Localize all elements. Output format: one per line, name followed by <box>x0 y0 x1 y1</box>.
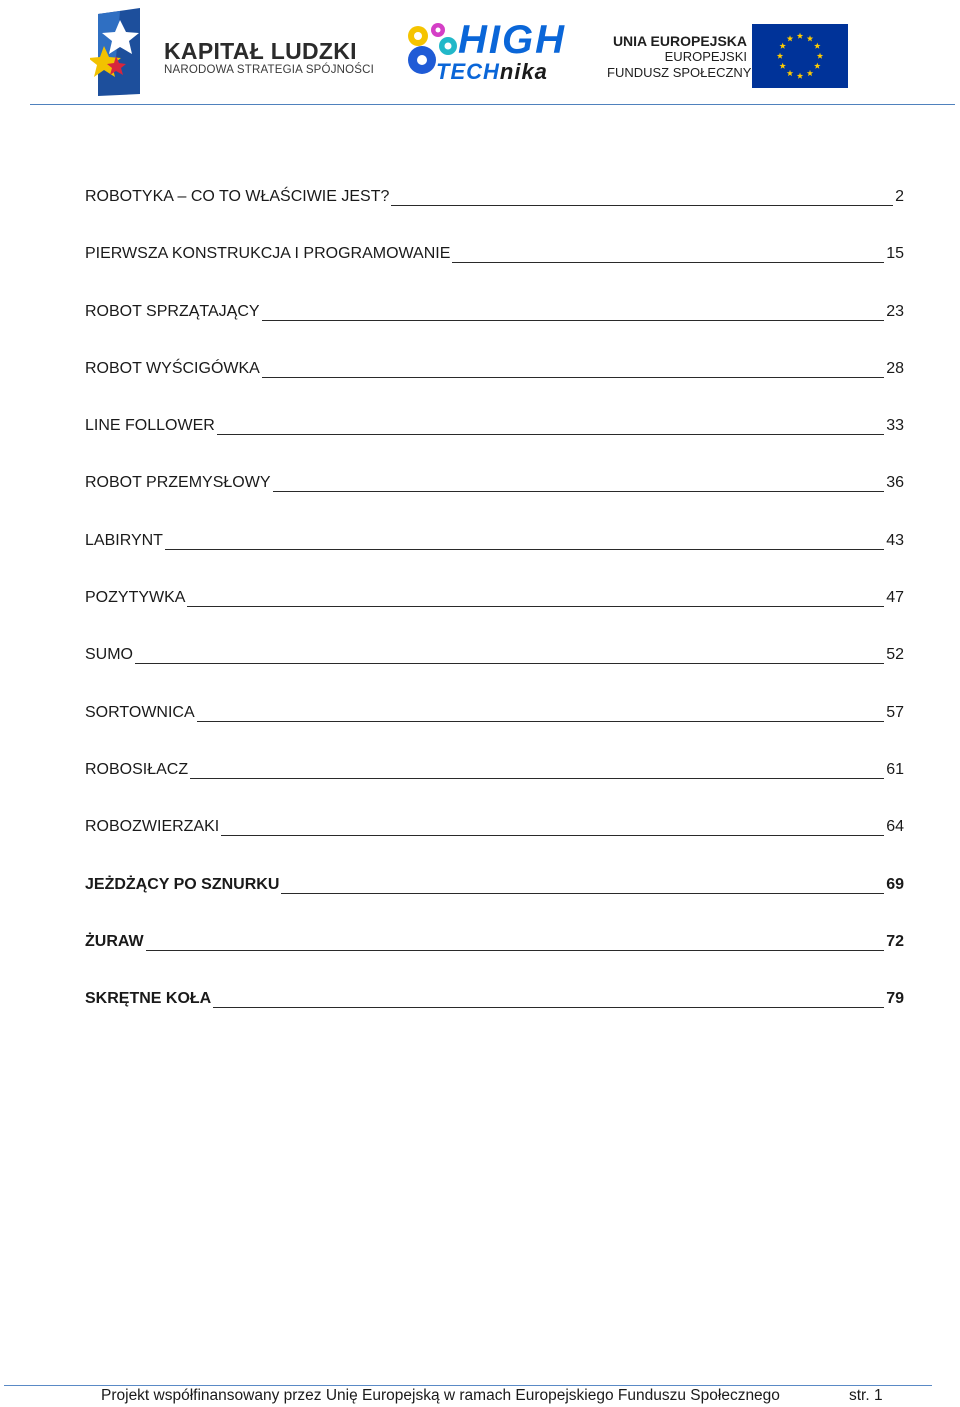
toc-entry-leader <box>85 634 904 664</box>
hightechnika-logo <box>400 18 580 86</box>
toc-entry-leader <box>85 692 904 722</box>
toc-item[interactable] <box>85 520 904 577</box>
eu-star-icon <box>797 73 803 79</box>
toc-item[interactable] <box>85 978 904 1035</box>
toc-entry-title: ROBOZWIERZAKI <box>85 818 220 836</box>
toc-entry-leader <box>85 520 904 550</box>
eu-line-2: EUROPEJSKI <box>664 49 747 64</box>
toc-entry-title: PIERWSZA KONSTRUKCJA I PROGRAMOWANIE <box>85 245 451 263</box>
eu-star-icon <box>787 70 793 76</box>
toc-entry-title: ROBOT WYŚCIGÓWKA <box>85 359 260 377</box>
toc-entry-page: 23 <box>886 302 904 320</box>
toc-entry-title: SUMO <box>85 646 133 664</box>
kapital-ludzki-logo <box>90 8 375 98</box>
toc-item[interactable] <box>85 348 904 405</box>
eu-star-icon <box>807 35 813 41</box>
toc-entry-leader <box>85 749 904 779</box>
toc-entry-leader <box>85 405 904 435</box>
toc-entry-page: 57 <box>886 703 904 721</box>
toc-entry-leader <box>85 978 904 1008</box>
eu-star-icon <box>817 53 823 59</box>
eu-star-icon <box>779 63 785 69</box>
eu-flag-icon <box>752 24 848 88</box>
eu-star-icon <box>779 43 785 49</box>
toc-entry-page: 47 <box>886 589 904 607</box>
toc-item[interactable] <box>85 634 904 691</box>
toc-item[interactable] <box>85 806 904 863</box>
hightechnika-nika-part: nika <box>499 59 548 84</box>
toc-entry-title: LINE FOLLOWER <box>85 417 215 435</box>
toc-item[interactable] <box>85 921 904 978</box>
kapital-ludzki-subtitle: NARODOWA STRATEGIA SPÓJNOŚCI <box>164 64 375 76</box>
toc-entry-page: 43 <box>886 531 904 549</box>
toc-entry-title: SKRĘTNE KOŁA <box>85 990 212 1008</box>
toc-entry-title: ROBOSIŁACZ <box>85 760 189 778</box>
toc-entry-title: SORTOWNICA <box>85 703 195 721</box>
eu-line-3: FUNDUSZ SPOŁECZNY <box>607 65 752 80</box>
toc-entry-page: 64 <box>886 818 904 836</box>
kapital-ludzki-title: KAPITAŁ LUDZKI <box>164 38 357 64</box>
toc-entry-title: ROBOT PRZEMYSŁOWY <box>85 474 271 492</box>
footer-page-number: str. 1 <box>849 1387 883 1404</box>
toc-entry-title: LABIRYNT <box>85 531 163 549</box>
eu-star-icon <box>797 33 803 39</box>
toc-entry-page: 79 <box>886 990 904 1008</box>
toc-entry-title: ROBOT SPRZĄTAJĄCY <box>85 302 260 320</box>
toc-entry-leader <box>85 462 904 492</box>
footer-funding-note: Projekt współfinansowany przez Unię Europejską w ramach Europejskiego Funduszu Społecznego <box>101 1387 780 1404</box>
footer-divider <box>4 1385 932 1386</box>
toc-entry-leader <box>85 864 904 894</box>
toc-entry-page: 52 <box>886 646 904 664</box>
toc-item[interactable] <box>85 749 904 806</box>
toc-entry-page: 2 <box>895 188 904 205</box>
page-header <box>0 0 960 108</box>
toc-entry-title: ROBOTYKA – CO TO WŁAŚCIWIE JEST? <box>85 188 390 205</box>
toc-item[interactable] <box>85 233 904 290</box>
toc-entry-leader <box>85 348 904 378</box>
toc-item[interactable] <box>85 462 904 519</box>
table-of-contents <box>85 176 904 1035</box>
toc-item[interactable] <box>85 864 904 921</box>
hightechnika-tech-part: TECH <box>436 59 500 84</box>
eu-star-icon <box>807 70 813 76</box>
toc-entry-title: POZYTYWKA <box>85 589 186 607</box>
toc-entry-leader <box>85 233 904 263</box>
toc-entry-page: 33 <box>886 417 904 435</box>
toc-item[interactable] <box>85 291 904 348</box>
toc-item[interactable] <box>85 577 904 634</box>
toc-item[interactable] <box>85 176 904 233</box>
toc-entry-page: 72 <box>886 932 904 950</box>
header-divider <box>30 104 955 105</box>
kapital-ludzki-emblem-icon <box>90 8 142 96</box>
eu-star-icon <box>777 53 783 59</box>
toc-entry-page: 69 <box>886 875 904 893</box>
toc-entry-leader <box>85 291 904 321</box>
eu-star-icon <box>814 63 820 69</box>
hightechnika-tech-text <box>436 60 548 84</box>
toc-entry-title: ŻURAW <box>85 932 144 950</box>
toc-entry-leader <box>85 176 904 206</box>
eu-star-icon <box>814 43 820 49</box>
toc-entry-leader <box>85 806 904 836</box>
toc-entry-page: 28 <box>886 359 904 377</box>
toc-entry-page: 61 <box>886 760 904 778</box>
hightechnika-high-text: HIGH <box>458 18 566 62</box>
toc-item[interactable] <box>85 692 904 749</box>
toc-entry-page: 36 <box>886 474 904 492</box>
toc-item[interactable] <box>85 405 904 462</box>
eu-logo-text <box>607 33 752 81</box>
toc-entry-leader <box>85 577 904 607</box>
toc-entry-title: JEŻDŻĄCY PO SZNURKU <box>85 875 280 893</box>
eu-star-icon <box>787 35 793 41</box>
eu-line-1: UNIA EUROPEJSKA <box>612 33 747 49</box>
toc-entry-page: 15 <box>886 245 904 263</box>
toc-entry-leader <box>85 921 904 951</box>
